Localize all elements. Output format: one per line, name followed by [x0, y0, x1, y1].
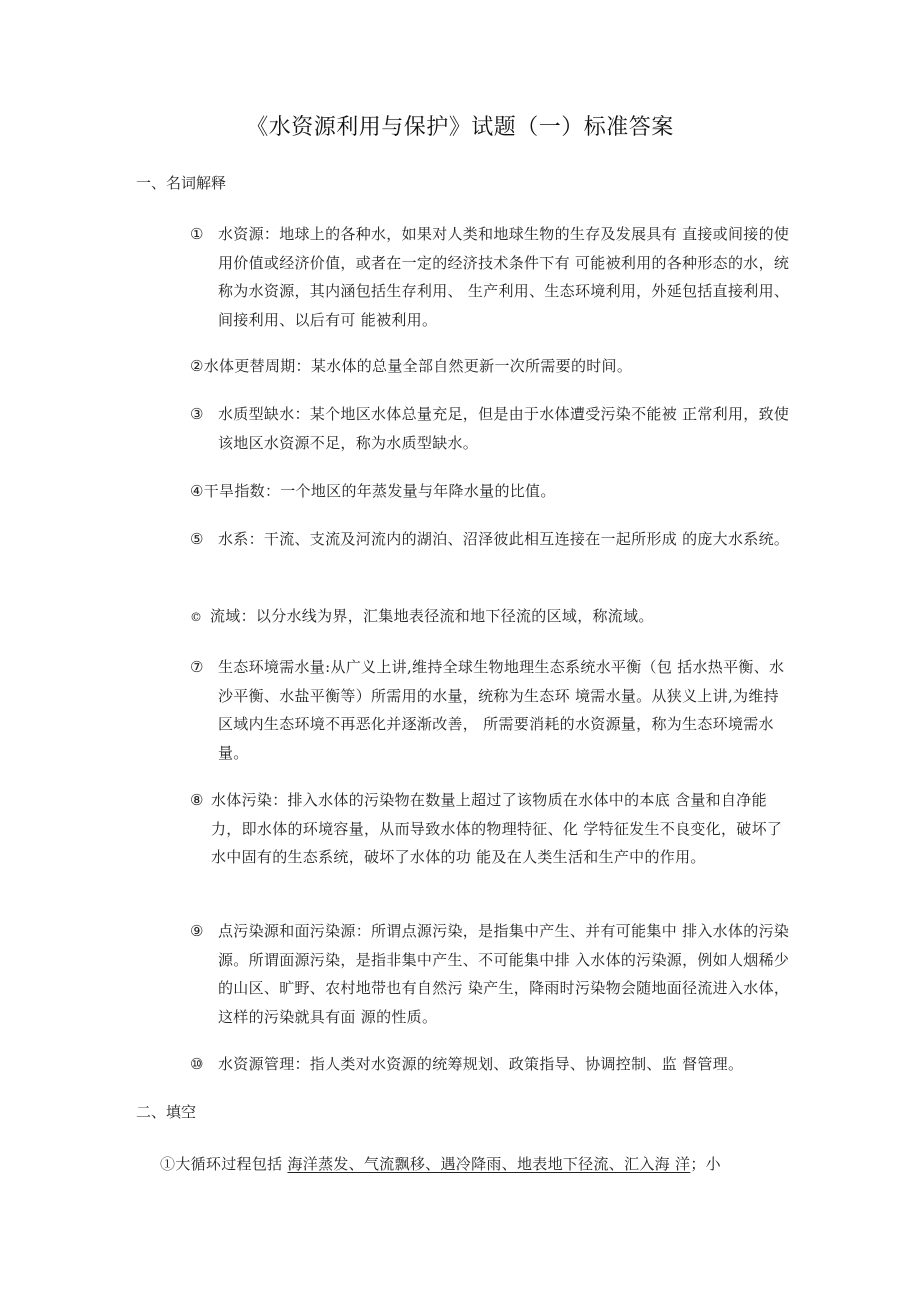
section-heading-fill-blank: 二、填空 [136, 1103, 197, 1121]
definition-text: 水资源管理：指人类对水资源的统筹规划、政策指导、协调控制、监 督管理。 [218, 1055, 744, 1073]
definition-item [190, 602, 790, 632]
definition-item [190, 352, 790, 381]
item-marker: ① [160, 1155, 176, 1173]
section-heading-definitions: 一、名词解释 [136, 174, 227, 192]
item-marker: © [190, 610, 203, 624]
definition-text: 水资源：地球上的各种水，如果对人类和地球生物的生存及发展具有 直接或间接的使用价值或经济价值，或者在一定的经济技术条件下有 可能被利用的各种形态的水，统称为水资源，其内涵包括生存利用、 生产利用、生态环境利用，外延包括直接利用、间接利用、以后有可 能被利用。 [218, 225, 790, 329]
definition-item [190, 653, 790, 767]
definition-item [190, 525, 790, 554]
definition-text: 水系：干流、支流及河流内的湖泊、沼泽彼此相互连接在一起所形成 的庞大水系统。 [218, 530, 790, 548]
definition-item [190, 477, 790, 506]
definition-text: 点污染源和面污染源：所谓点源污染，是指集中产生、并有可能集中 排入水体的污染源。所谓面源污染，是指非集中产生、不可能集中排 入水体的污染源，例如人烟稀少的山区、旷野、农村地带也有自然污 染产生，降雨时污染物会随地面径流进入水体，这样的污染就具有面 源的性质。 [218, 922, 790, 1026]
item-marker: ② [190, 357, 204, 375]
item-marker: ⑦ [190, 658, 204, 676]
definition-text: 水质型缺水：某个地区水体总量充足，但是由于水体遭受污染不能被 正常利用，致使该地区水资源不足，称为水质型缺水。 [218, 405, 790, 452]
item-marker: ④ [190, 482, 204, 500]
definition-item [190, 400, 790, 457]
definition-text: 水体污染：排入水体的污染物在数量上超过了该物质在水体中的本底 含量和自净能力，即水体的环境容量，从而导致水体的物理特征、化 学特征发生不良变化，破坏了水中固有的生态系统，破坏了水体的功 能及在人类生活和生产中的作用。 [211, 791, 783, 866]
fill-blank-item [160, 1150, 800, 1178]
item-marker: ⑤ [190, 530, 204, 548]
fill-prefix: 大循环过程包括 [175, 1155, 288, 1173]
definition-text: 干旱指数：一个地区的年蒸发量与年降水量的比值。 [203, 482, 556, 500]
item-marker: ⑩ [190, 1055, 204, 1073]
definition-text: 水体更替周期：某水体的总量全部自然更新一次所需要的时间。 [203, 357, 633, 375]
definition-text: 流域：以分水线为界，汇集地表径流和地下径流的区域，称流域。 [210, 607, 654, 625]
definition-item [190, 1050, 790, 1079]
item-marker: ⑨ [190, 922, 204, 940]
item-marker: ③ [190, 405, 204, 423]
item-marker: ⑧ [190, 791, 204, 809]
definition-item [190, 786, 790, 872]
fill-suffix: ；小 [690, 1155, 721, 1173]
definition-text: 生态环境需水量:从广义上讲,维持全球生物地理生态系统水平衡（包 括水热平衡、水沙平衡、水盐平衡等）所需用的水量，统称为生态环 境需水量。从狭义上讲,为维持区域内生态环境不再恶化并逐渐改善， 所需要消耗的水资源量，称为生态环境需水量。 [218, 658, 785, 762]
definition-item [190, 220, 790, 334]
definition-item [190, 917, 790, 1031]
fill-answer: 海洋蒸发、气流飘移、遇冷降雨、地表地下径流、汇入海 洋 [287, 1155, 691, 1173]
document-title: 《水资源利用与保护》试题（一）标准答案 [246, 115, 674, 140]
item-marker: ① [190, 225, 204, 243]
